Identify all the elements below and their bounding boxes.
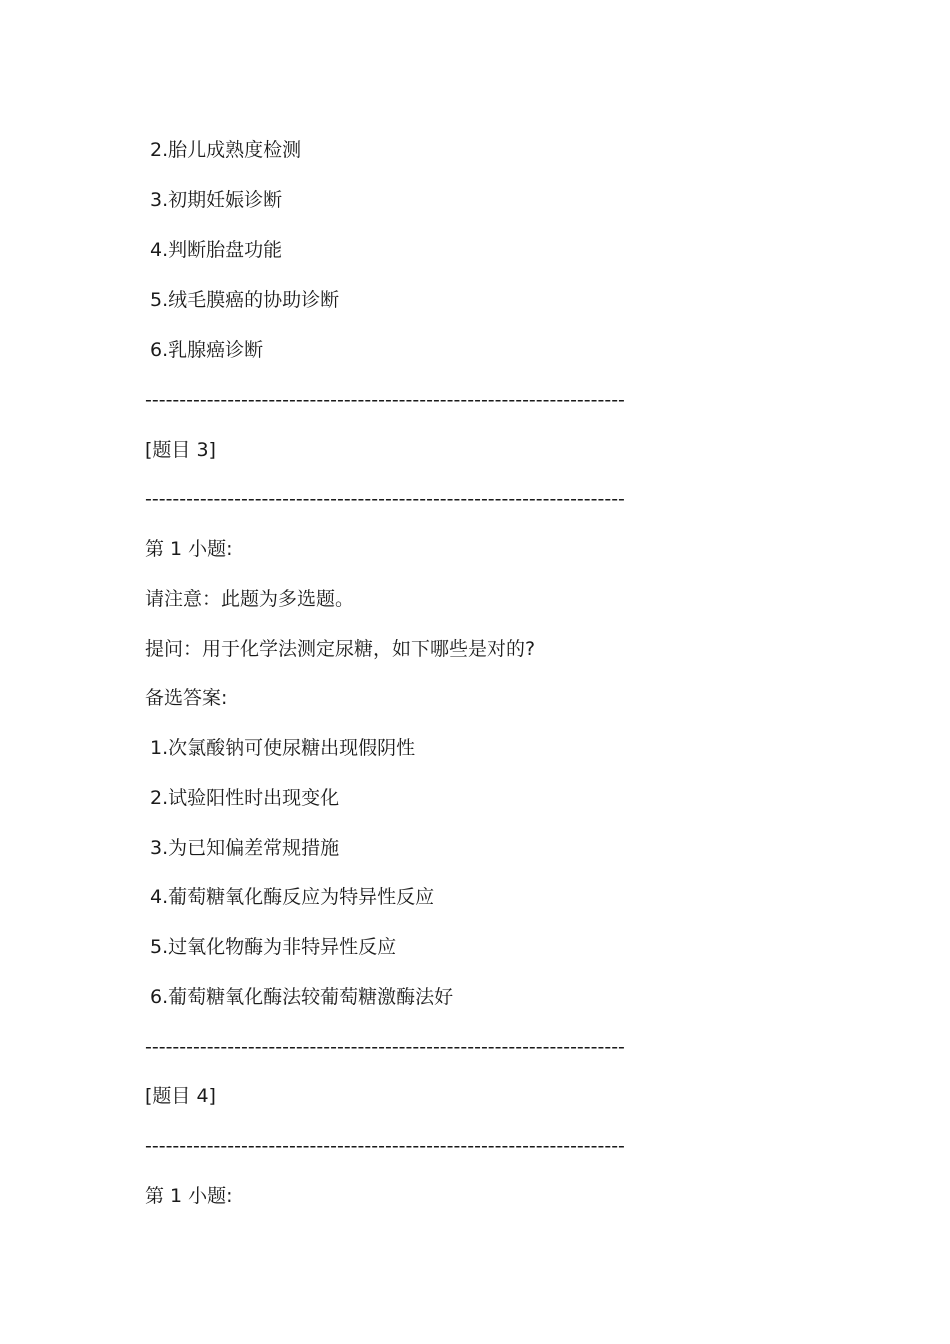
separator-line: ---------------------------------------------------------------------- [145, 488, 625, 510]
option-item: 2.试验阳性时出现变化 [150, 787, 340, 809]
option-item: 1.次氯酸钠可使尿糖出现假阴性 [150, 737, 416, 759]
answers-label: 备选答案: [145, 687, 228, 709]
option-item: 3.初期妊娠诊断 [150, 189, 283, 211]
option-item: 6.乳腺癌诊断 [150, 339, 264, 361]
question-title: [题目 4] [145, 1085, 216, 1107]
separator-line: ---------------------------------------------------------------------- [145, 1036, 625, 1058]
question-note: 请注意：此题为多选题。 [145, 588, 355, 610]
option-item: 3.为已知偏差常规措施 [150, 837, 340, 859]
option-item: 2.胎儿成熟度检测 [150, 139, 302, 161]
sub-question-label: 第 1 小题: [145, 538, 233, 560]
separator-line: ---------------------------------------------------------------------- [145, 1135, 625, 1157]
option-item: 5.绒毛膜癌的协助诊断 [150, 289, 340, 311]
option-item: 4.判断胎盘功能 [150, 239, 283, 261]
separator-line: ---------------------------------------------------------------------- [145, 389, 625, 411]
question-text: 提问：用于化学法测定尿糖，如下哪些是对的? [145, 638, 536, 660]
option-item: 6.葡萄糖氧化酶法较葡萄糖激酶法好 [150, 986, 454, 1008]
option-item: 5.过氧化物酶为非特异性反应 [150, 936, 397, 958]
option-item: 4.葡萄糖氧化酶反应为特异性反应 [150, 886, 435, 908]
sub-question-label: 第 1 小题: [145, 1185, 233, 1207]
question-title: [题目 3] [145, 439, 216, 461]
